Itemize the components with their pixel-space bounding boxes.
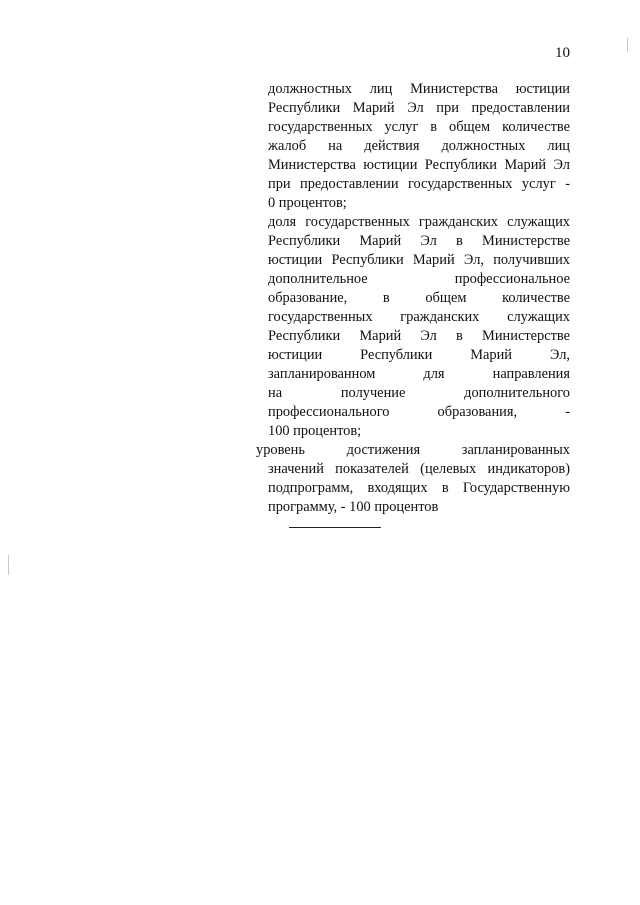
text-line: доля государственных гражданских служащих	[268, 214, 570, 230]
text-line: подпрограмм, входящих в Государственную	[268, 480, 570, 496]
text-line: должностных лиц Министерства юстиции	[268, 81, 570, 97]
text-line: 0 процентов;	[268, 195, 347, 211]
text-line: юстиции Республики Марий Эл, получивших	[268, 252, 570, 268]
paragraph-complaints	[268, 80, 570, 213]
text-line: значений показателей (целевых индикаторов)	[268, 461, 570, 477]
paragraph-indicators	[256, 441, 570, 517]
end-divider	[289, 527, 381, 528]
text-line: 100 процентов;	[268, 423, 362, 439]
text-line: запланированном для направления	[268, 366, 570, 382]
text-line: профессионального образования, -	[268, 404, 570, 420]
body-text	[256, 80, 570, 517]
text-line: при предоставлении государственных услуг -	[268, 176, 570, 192]
text-line: программу, - 100 процентов	[268, 499, 439, 515]
paragraph-staff-education	[268, 213, 570, 441]
text-line: государственных услуг в общем количестве	[268, 119, 570, 135]
scan-artifact	[8, 555, 9, 575]
text-line: Республики Марий Эл при предоставлении	[268, 100, 570, 116]
text-line: уровень достижения запланированных	[256, 442, 570, 458]
text-line: государственных гражданских служащих	[268, 309, 570, 325]
text-line: юстиции Республики Марий Эл,	[268, 347, 570, 363]
page-number: 10	[555, 45, 570, 61]
text-line: жалоб на действия должностных лиц	[268, 138, 570, 154]
text-line: Республики Марий Эл в Министерстве	[268, 328, 570, 344]
scan-artifact	[627, 38, 628, 52]
text-line: на получение дополнительного	[268, 385, 570, 401]
text-line: образование, в общем количестве	[268, 290, 570, 306]
text-line: Республики Марий Эл в Министерстве	[268, 233, 570, 249]
text-line: дополнительное профессиональное	[268, 271, 570, 287]
text-line: Министерства юстиции Республики Марий Эл	[268, 157, 570, 173]
